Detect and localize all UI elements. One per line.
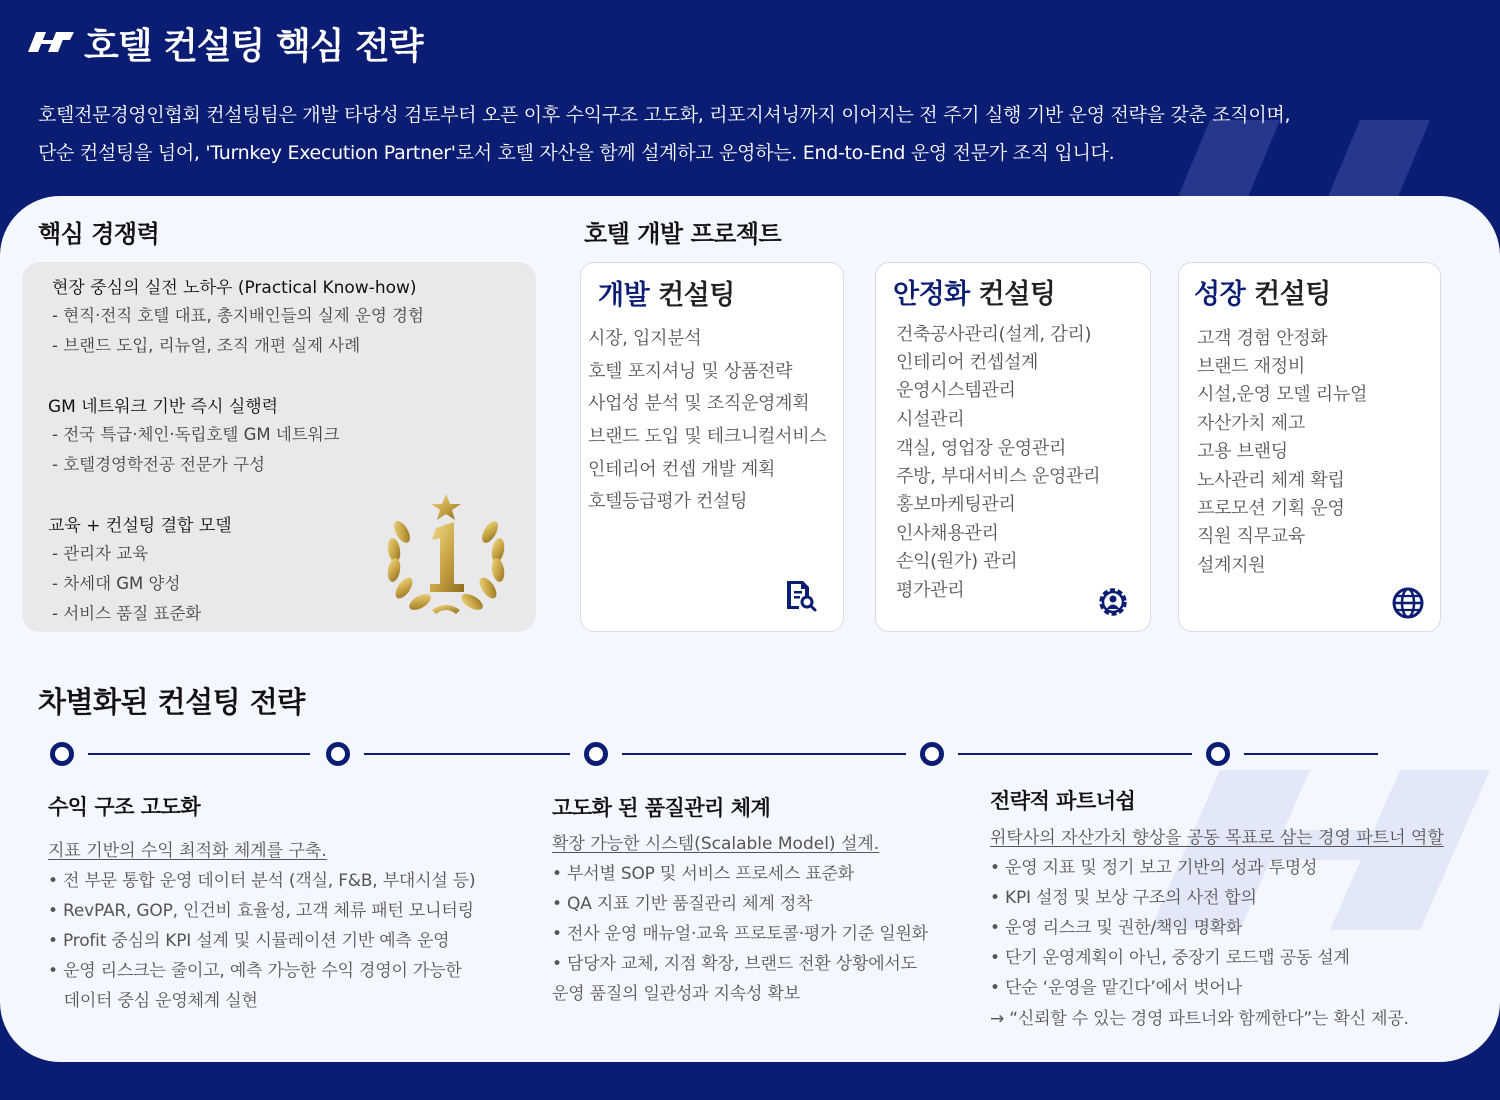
strategy-item: • RevPAR, GOP, 인건비 효율성, 고객 체류 패턴 모니터링 bbox=[48, 901, 474, 921]
strategy-item: • 전사 운영 매뉴얼·교육 프로토콜·평가 기준 일원화 bbox=[552, 924, 928, 944]
competency-group-title: 현장 중심의 실전 노하우 (Practical Know-how) bbox=[52, 278, 417, 298]
intro-line: 단순 컨설팅을 넘어, 'Turnkey Execution Partner'로서 호텔 자산을 함께 설계하고 운영하는. End-to-End 운영 전문가 조직 입니다. bbox=[38, 142, 1115, 164]
competency-item: - 관리자 교육 bbox=[52, 544, 149, 563]
timeline-line bbox=[364, 753, 570, 755]
strategy-item: • KPI 설정 및 보상 구조의 사전 합의 bbox=[990, 888, 1257, 908]
timeline-line bbox=[622, 753, 906, 755]
timeline-line bbox=[88, 753, 310, 755]
gear-person-icon bbox=[1096, 585, 1130, 619]
card-item: 인테리어 컨셉설계 bbox=[896, 352, 1039, 373]
competency-group-title: GM 네트워크 기반 즉시 실행력 bbox=[48, 397, 279, 417]
card-item: 손익(원가) 관리 bbox=[896, 551, 1018, 572]
strategy-item: • 운영 지표 및 정기 보고 기반의 성과 투명성 bbox=[990, 858, 1318, 878]
competency-item: - 호텔경영학전공 전문가 구성 bbox=[52, 455, 265, 474]
timeline-dot bbox=[326, 742, 350, 766]
card-item: 노사관리 체계 확립 bbox=[1197, 470, 1345, 491]
strategy-column-subtitle: 위탁사의 자산가치 향상을 공동 목표로 삼는 경영 파트너 역할 bbox=[990, 828, 1444, 848]
timeline-line bbox=[958, 753, 1192, 755]
card-item: 고객 경험 안정화 bbox=[1197, 328, 1328, 349]
card-item: 자산가치 제고 bbox=[1197, 413, 1305, 434]
card-item: 평가관리 bbox=[896, 580, 965, 601]
card-item: 호텔 포지셔닝 및 상품전략 bbox=[588, 361, 793, 382]
strategy-item: • 운영 리스크 및 권한/책임 명확화 bbox=[990, 918, 1243, 938]
strategy-column-title: 수익 구조 고도화 bbox=[48, 795, 201, 819]
timeline-dot bbox=[1206, 742, 1230, 766]
card-title-rest: 컨설팅 bbox=[969, 279, 1056, 310]
strategy-item: • 단기 운영계획이 아닌, 중장기 로드맵 공동 설계 bbox=[990, 948, 1350, 968]
card-item: 브랜드 도입 및 테크니컬서비스 bbox=[588, 426, 827, 447]
strategy-item: • QA 지표 기반 품질관리 체계 정착 bbox=[552, 894, 813, 914]
card-item: 설계지원 bbox=[1197, 555, 1266, 576]
card-item: 홍보마케팅관리 bbox=[896, 494, 1016, 515]
card-item: 프로모션 기획 운영 bbox=[1197, 498, 1345, 519]
competency-item: - 현직·전직 호텔 대표, 총지배인들의 실제 운영 경험 bbox=[52, 306, 424, 325]
card-item: 사업성 분석 및 조직운영계획 bbox=[588, 393, 810, 414]
competency-item: - 브랜드 도입, 리뉴얼, 조직 개편 실제 사례 bbox=[52, 336, 361, 355]
card-title bbox=[1194, 272, 1331, 311]
card-title-accent: 안정화 bbox=[893, 279, 970, 310]
strategy-column-subtitle: 확장 가능한 시스템(Scalable Model) 설계. bbox=[552, 834, 880, 854]
card-item: 객실, 영업장 운영관리 bbox=[896, 438, 1067, 459]
card-item: 시장, 입지분석 bbox=[588, 328, 702, 349]
page-title: 호텔 컨설팅 핵심 전략 bbox=[84, 26, 423, 67]
strategy-item: • Profit 중심의 KPI 설계 및 시뮬레이션 기반 예측 운영 bbox=[48, 931, 450, 951]
card-item: 시설관리 bbox=[896, 409, 965, 430]
competency-item: - 전국 특급·체인·독립호텔 GM 네트워크 bbox=[52, 425, 340, 444]
timeline-dot bbox=[584, 742, 608, 766]
card-item: 인사채용관리 bbox=[896, 523, 999, 544]
card-item: 직원 직무교육 bbox=[1197, 526, 1305, 547]
card-item: 시설,운영 모델 리뉴얼 bbox=[1197, 384, 1368, 405]
card-title-accent: 개발 bbox=[598, 280, 650, 311]
competency-item: - 차세대 GM 양성 bbox=[52, 574, 181, 593]
card-item: 건축공사관리(설계, 감리) bbox=[896, 324, 1092, 345]
laurel-number-one-icon bbox=[380, 492, 512, 620]
competency-item: - 서비스 품질 표준화 bbox=[52, 604, 202, 623]
strategy-item: • 부서별 SOP 및 서비스 프로세스 표준화 bbox=[552, 864, 854, 884]
strategy-column-subtitle: 지표 기반의 수익 최적화 체계를 구축. bbox=[48, 841, 327, 861]
strategy-item: → “신뢰할 수 있는 경영 파트너와 함께한다”는 확신 제공. bbox=[990, 1009, 1409, 1029]
card-title-rest: 컨설팅 bbox=[649, 280, 735, 311]
strategy-heading: 차별화된 컨설팅 전략 bbox=[38, 685, 305, 719]
strategy-item: • 전 부문 통합 운영 데이터 분석 (객실, F&B, 부대시설 등) bbox=[48, 871, 476, 891]
globe-icon bbox=[1391, 586, 1425, 620]
card-item: 호텔등급평가 컨설팅 bbox=[588, 491, 748, 512]
card-title bbox=[893, 272, 1055, 311]
projects-heading: 호텔 개발 프로젝트 bbox=[584, 220, 782, 248]
intro-line: 호텔전문경영인협회 컨설팅팀은 개발 타당성 검토부터 오픈 이후 수익구조 고도화, 리포지셔닝까지 이어지는 전 주기 실행 기반 운영 전략을 갖춘 조직이며, bbox=[38, 104, 1291, 126]
strategy-column-title: 고도화 된 품질관리 체계 bbox=[552, 796, 771, 820]
strategy-column-title: 전략적 파트너쉽 bbox=[990, 789, 1136, 813]
strategy-item: • 단순 ‘운영을 맡긴다’에서 벗어나 bbox=[990, 978, 1242, 998]
strategy-item: • 담당자 교체, 지점 확장, 브랜드 전환 상황에서도 bbox=[552, 954, 917, 974]
strategy-item: 운영 품질의 일관성과 지속성 확보 bbox=[552, 984, 800, 1004]
card-item: 운영시스템관리 bbox=[896, 380, 1016, 401]
logo-icon bbox=[26, 28, 74, 56]
card-item: 브랜드 재정비 bbox=[1197, 356, 1305, 377]
card-title bbox=[598, 273, 735, 312]
timeline-dot bbox=[50, 742, 74, 766]
intro-text bbox=[38, 96, 1458, 172]
card-item: 인테리어 컨셉 개발 계획 bbox=[588, 459, 776, 480]
timeline-line bbox=[1244, 753, 1378, 755]
timeline-dot bbox=[920, 742, 944, 766]
card-title-accent: 성장 bbox=[1194, 279, 1246, 310]
document-search-icon bbox=[783, 578, 817, 612]
card-title-rest: 컨설팅 bbox=[1245, 279, 1331, 310]
card-item: 고용 브랜딩 bbox=[1197, 441, 1288, 462]
strategy-item: 데이터 중심 운영체계 실현 bbox=[48, 991, 258, 1011]
strategy-item: • 운영 리스크는 줄이고, 예측 가능한 수익 경영이 가능한 bbox=[48, 961, 462, 981]
card-item: 주방, 부대서비스 운영관리 bbox=[896, 466, 1101, 487]
competency-heading: 핵심 경쟁력 bbox=[38, 220, 160, 248]
competency-group-title: 교육 + 컨설팅 결합 모델 bbox=[48, 516, 232, 536]
